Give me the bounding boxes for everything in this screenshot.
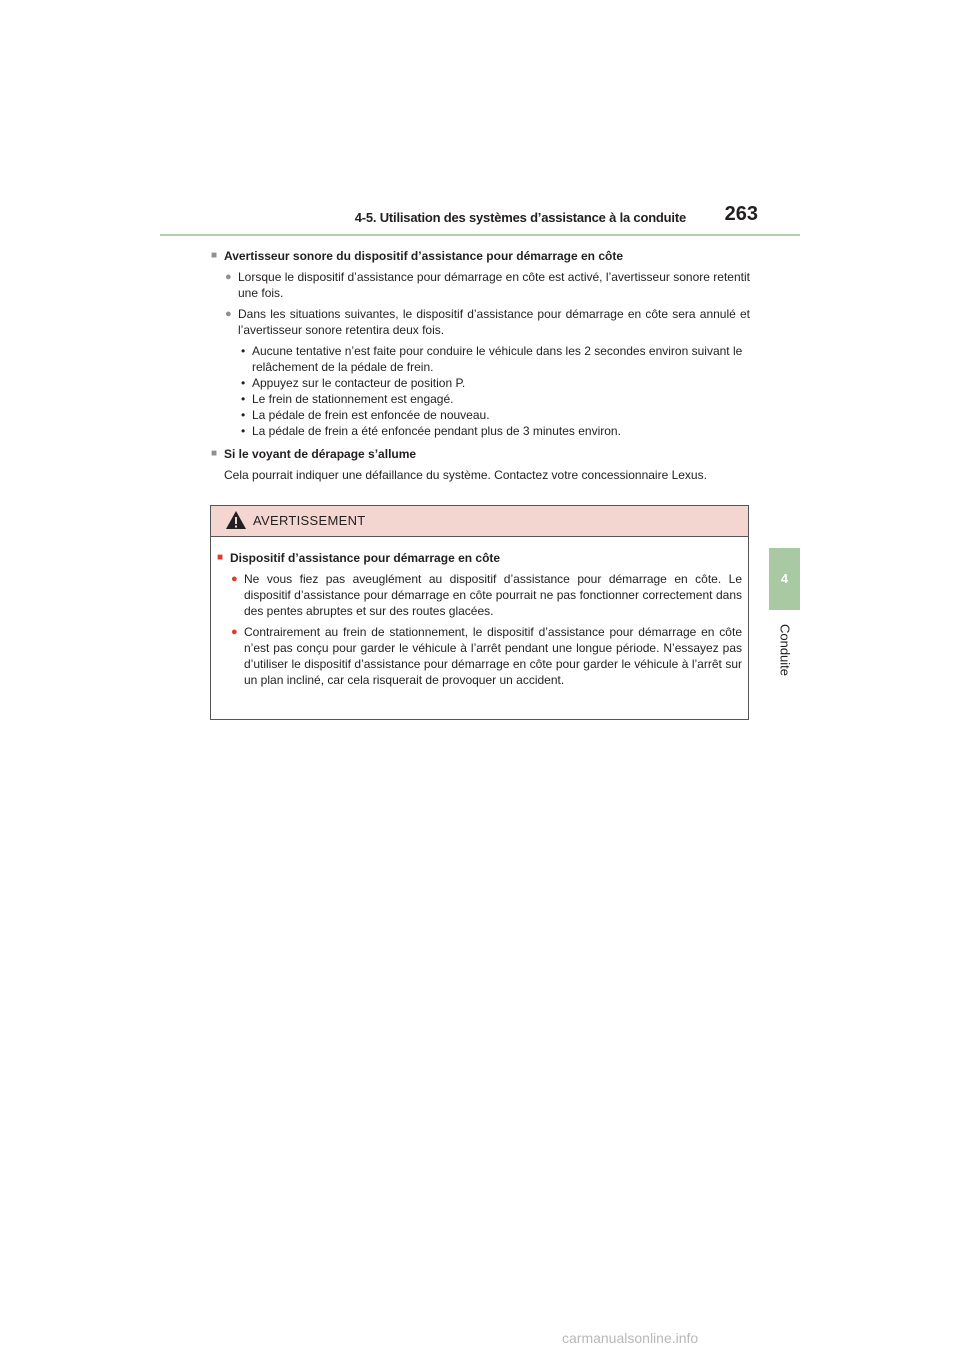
warning-header [211,506,748,537]
warning-triangle-icon [225,510,247,530]
dot-bullet-icon: ● [225,308,232,320]
page-number: 263 [724,203,758,225]
list-item: ● Dans les situations suivantes, le dispositif d’assistance pour démarrage en côte sera annulé et l’avertisseur sonore retentira deux fois. [225,307,750,337]
list-item: ● Lorsque le dispositif d’assistance pour démarrage en côte est activé, l’avertisseur sonore retentit une fois. [225,270,750,300]
sub-list-item: • Appuyez sur le contacteur de position P. [241,376,466,390]
sub-list [211,343,750,439]
sub-list-item: • Le frein de stationnement est engagé. [241,392,454,406]
sub-list-item: • Aucune tentative n’est faite pour conduire le véhicule dans les 2 secondes environ suivant le relâchement de la pédale de frein. [241,344,743,374]
square-bullet-icon: ■ [211,250,218,261]
dot-bullet-icon: ● [231,573,238,585]
main-content [211,244,750,483]
warning-heading: ■ Dispositif d’assistance pour démarrage en côte [217,551,501,565]
chapter-tab: 4 [769,548,800,610]
dot-bullet-icon: ● [225,271,232,283]
section-text: Cela pourrait indiquer une défaillance du système. Contactez votre concessionnaire Lexus. [224,468,707,482]
sub-list-item: • La pédale de frein a été enfoncée pendant plus de 3 minutes environ. [241,424,621,438]
warning-box [210,505,749,720]
sub-list-item: • La pédale de frein est enfoncée de nouveau. [241,408,490,422]
list-item: ● Contrairement au frein de stationnement, le dispositif d’assistance pour démarrage en côte n’est pas conçu pour garder le véhicule à l’arrêt pendant une longue période. N’essayez pas d’utiliser le dispositif d’assistance pour démarrage en côte pour garder le véhicule à l’arrêt sur un plan incliné, car cela risquerait de provoquer un accident. [231,625,742,687]
list-item: ● Ne vous fiez pas aveuglément au dispositif d’assistance pour démarrage en côte. Le dispositif d’assistance pour démarrage en côte pourrait ne pas fonctionner correctement dans des pentes abruptes et sur des routes glacées. [231,572,742,618]
watermark-footer: carmanualsonline.info [562,1330,699,1346]
page-header [160,200,800,236]
section-heading: ■ Si le voyant de dérapage s’allume [211,447,417,461]
square-bullet-icon: ■ [217,552,224,563]
chapter-label: Conduite [777,623,793,677]
section-heading: ■ Avertisseur sonore du dispositif d’assistance pour démarrage en côte [211,249,624,263]
section-title: 4-5. Utilisation des systèmes d’assistance à la conduite [354,210,686,225]
warning-title: AVERTISSEMENT [253,513,366,528]
warning-body [211,537,748,688]
dot-bullet-icon: ● [231,626,238,638]
square-bullet-icon: ■ [211,448,218,459]
